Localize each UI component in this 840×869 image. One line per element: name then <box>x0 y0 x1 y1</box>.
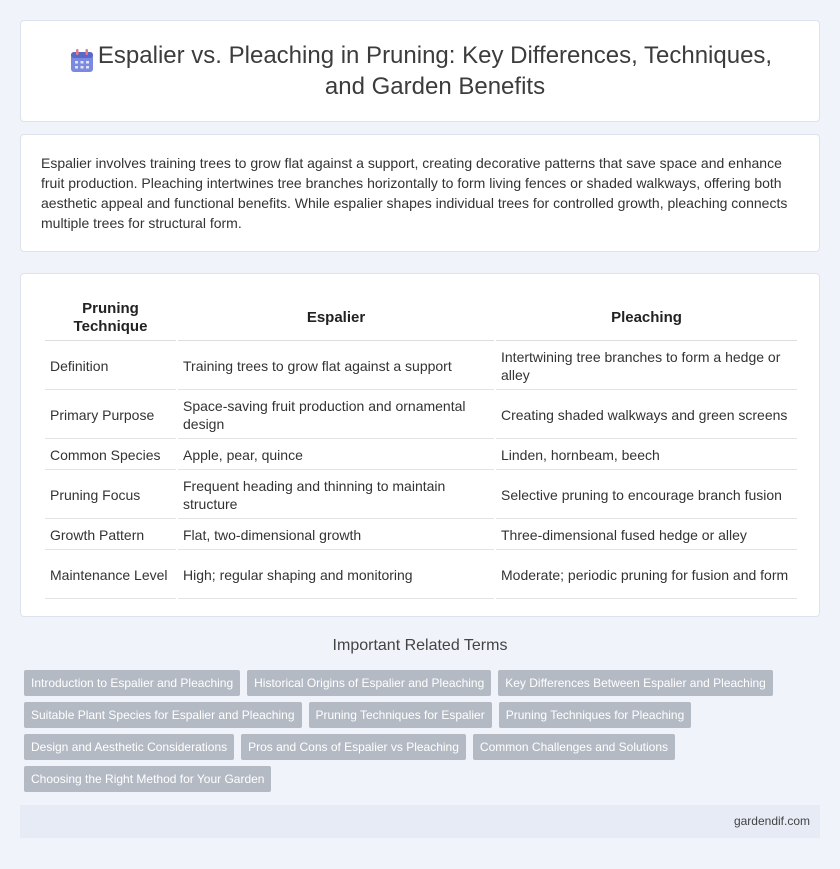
row-label: Pruning Focus <box>45 472 176 519</box>
table-row <box>45 392 797 439</box>
related-term-tag[interactable]: Pruning Techniques for Espalier <box>309 702 492 728</box>
espalier-cell: Frequent heading and thinning to maintain structure <box>178 472 494 519</box>
related-term-tag[interactable]: Choosing the Right Method for Your Garden <box>24 766 271 792</box>
espalier-cell: High; regular shaping and monitoring <box>178 552 494 599</box>
comparison-table <box>43 294 799 601</box>
espalier-cell: Training trees to grow flat against a support <box>178 343 494 390</box>
related-term-tag[interactable]: Historical Origins of Espalier and Pleaching <box>247 670 491 696</box>
related-term-tag[interactable]: Design and Aesthetic Considerations <box>24 734 234 760</box>
table-row <box>45 552 797 599</box>
row-label: Growth Pattern <box>45 521 176 550</box>
related-term-tag[interactable]: Key Differences Between Espalier and Pleaching <box>498 670 773 696</box>
row-label: Common Species <box>45 441 176 470</box>
related-term-tag[interactable]: Pros and Cons of Espalier vs Pleaching <box>241 734 466 760</box>
pleaching-cell: Three-dimensional fused hedge or alley <box>496 521 797 550</box>
header-technique: Pruning Technique <box>45 296 176 341</box>
pleaching-cell: Selective pruning to encourage branch fusion <box>496 472 797 519</box>
table-row <box>45 441 797 470</box>
comparison-card <box>20 273 820 617</box>
table-row <box>45 343 797 390</box>
espalier-cell: Space-saving fruit production and ornamental design <box>178 392 494 439</box>
table-header-row <box>45 296 797 341</box>
header-pleaching: Pleaching <box>496 296 797 341</box>
row-label: Primary Purpose <box>45 392 176 439</box>
table-row <box>45 521 797 550</box>
footer <box>20 805 820 838</box>
header-espalier: Espalier <box>178 296 494 341</box>
espalier-cell: Apple, pear, quince <box>178 441 494 470</box>
related-terms-title: Important Related Terms <box>332 637 508 654</box>
related-term-tag[interactable]: Introduction to Espalier and Pleaching <box>24 670 240 696</box>
intro-text: Espalier involves training trees to grow flat against a support, creating decorative patterns that save space and enhance fruit production. Pleaching intertwines tree branches horizontally to form living fences or shaded walkways, offering both aesthetic appeal and functional benefits. While espalier shapes individual trees for controlled growth, pleaching connects multiple trees for structural form. <box>41 155 788 231</box>
pleaching-cell: Creating shaded walkways and green screens <box>496 392 797 439</box>
row-label: Definition <box>45 343 176 390</box>
related-term-tag[interactable]: Pruning Techniques for Pleaching <box>499 702 692 728</box>
row-label: Maintenance Level <box>45 552 176 599</box>
related-terms-list <box>24 670 804 792</box>
header-card <box>20 20 820 122</box>
intro-card <box>20 134 820 252</box>
table-row <box>45 472 797 519</box>
footer-site-link[interactable]: gardendif.com <box>733 814 810 828</box>
related-term-tag[interactable]: Suitable Plant Species for Espalier and Pleaching <box>24 702 302 728</box>
pleaching-cell: Linden, hornbeam, beech <box>496 441 797 470</box>
pleaching-cell: Intertwining tree branches to form a hedge or alley <box>496 343 797 390</box>
page-title: Espalier vs. Pleaching in Pruning: Key Differences, Techniques, and Garden Benefits <box>97 42 773 100</box>
related-term-tag[interactable]: Common Challenges and Solutions <box>473 734 675 760</box>
pleaching-cell: Moderate; periodic pruning for fusion and form <box>496 552 797 599</box>
espalier-cell: Flat, two-dimensional growth <box>178 521 494 550</box>
